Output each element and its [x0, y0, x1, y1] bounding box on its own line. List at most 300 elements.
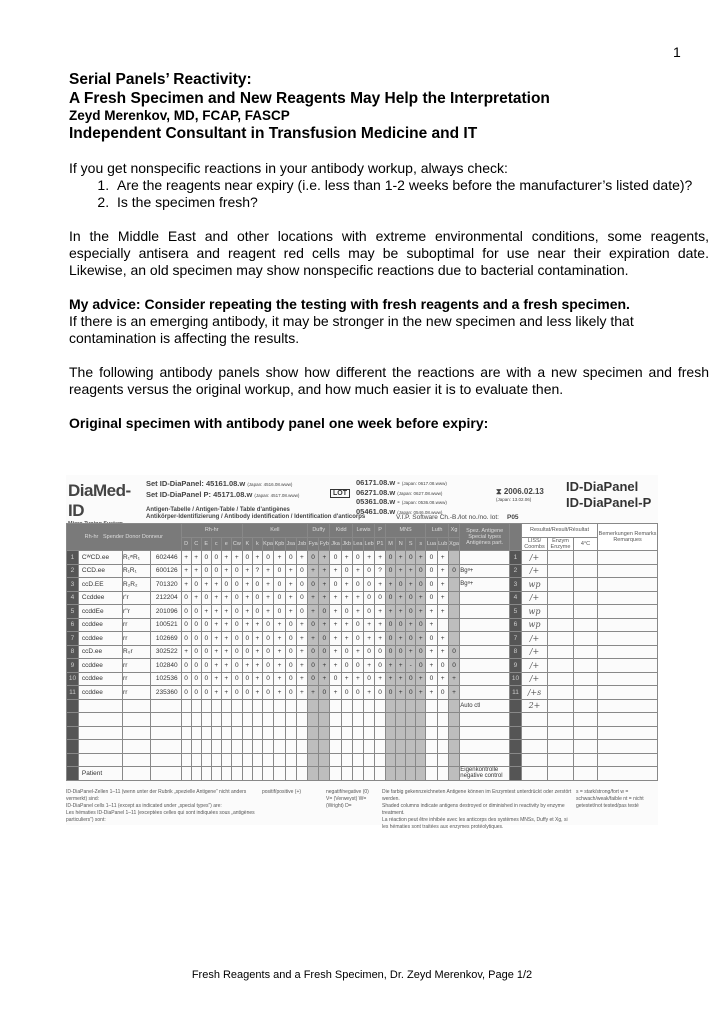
antigen-cell	[448, 591, 459, 605]
remarks-header: Bemerkungen Remarks Remarques	[598, 524, 658, 551]
antigen-cell	[448, 699, 459, 713]
antigen-cell	[252, 753, 262, 767]
group-header: Rh-hr	[181, 524, 242, 538]
antigen-header: Kpb	[274, 537, 285, 551]
antigen-cell	[426, 699, 437, 713]
antigen-cell: 0	[426, 591, 437, 605]
antigen-cell: 0	[242, 551, 252, 565]
rh-type: R₂R₂	[123, 578, 151, 592]
antigen-cell	[242, 740, 252, 754]
lot-number-jp: (Japan: 0617.08.www)	[401, 481, 447, 486]
table-row	[67, 632, 658, 646]
antigen-cell: 0	[181, 686, 191, 700]
product-diapanel: ID-DiaPanel	[566, 479, 639, 494]
antigen-cell	[406, 753, 416, 767]
antigen-header: C	[191, 537, 201, 551]
antigen-cell	[341, 699, 352, 713]
antigen-cell: 0	[262, 645, 273, 659]
phenotype: CCD.ee	[78, 564, 122, 578]
result-4c	[573, 726, 597, 740]
antigen-cell: +	[181, 564, 191, 578]
phenotype: ccddee	[78, 686, 122, 700]
antigen-header: s	[416, 537, 426, 551]
rh-type: r'r	[123, 591, 151, 605]
antigen-cell	[448, 767, 459, 781]
antigen-cell: +	[437, 605, 448, 619]
result-liss: /+	[521, 551, 547, 565]
row-number: 8	[510, 645, 522, 659]
antigen-cell: +	[307, 632, 318, 646]
antigen-cell: +	[211, 591, 221, 605]
antigen-cell	[375, 767, 386, 781]
result-4c	[573, 591, 597, 605]
antigen-cell: +	[221, 686, 231, 700]
rh-type	[123, 767, 151, 781]
antigen-cell: 0	[285, 645, 296, 659]
antigen-cell	[341, 713, 352, 727]
phenotype	[78, 753, 122, 767]
special-types-header: Spez. Antigene Special types Antigènes part.	[460, 524, 510, 551]
antigen-cell	[262, 767, 273, 781]
special-types	[460, 753, 510, 767]
antigen-cell: 0	[330, 672, 341, 686]
antigen-cell: 0	[231, 564, 242, 578]
antigen-cell	[341, 726, 352, 740]
result-enzyme	[548, 551, 574, 565]
antigen-header: Jka	[330, 537, 341, 551]
rh-donor-header	[67, 524, 182, 551]
donor-number	[151, 753, 182, 767]
antigen-header: Lub	[437, 537, 448, 551]
result-liss	[521, 767, 547, 781]
table-row	[67, 740, 658, 754]
antigen-cell: +	[406, 618, 416, 632]
donor-number: 201096	[151, 605, 182, 619]
antigen-cell	[416, 713, 426, 727]
antigen-cell: 0	[231, 672, 242, 686]
antigen-cell: +	[416, 551, 426, 565]
antigen-cell: 0	[201, 591, 211, 605]
antigen-cell: +	[416, 686, 426, 700]
antigen-cell: 0	[201, 672, 211, 686]
antigen-cell: +	[396, 672, 406, 686]
antigen-cell: 0	[262, 632, 273, 646]
antigen-cell	[201, 713, 211, 727]
antigen-cell: +	[274, 672, 285, 686]
legend-shaded-fr: La réaction peut être inhibée avec les anticorps des systèmes MNSs, Duffy et Xg, si les hématies sont traitées aux enzymes protéolytiques.	[382, 817, 568, 830]
antigen-cell: +	[285, 591, 296, 605]
antigen-table-caption: Antigen-Tabelle / Antigen-Table / Table d'antigènes	[146, 507, 290, 513]
expiry-jp: (Japan: 13.02.06)	[496, 497, 532, 502]
antigen-cell: 0	[406, 632, 416, 646]
antigen-cell: 0	[352, 659, 363, 673]
row-number	[67, 699, 79, 713]
antigen-cell: 0	[262, 686, 273, 700]
antigen-cell: 0	[406, 672, 416, 686]
antigen-cell: 0	[363, 591, 374, 605]
remarks	[598, 564, 658, 578]
antigen-header: Leb	[363, 537, 374, 551]
donor-number	[151, 699, 182, 713]
antigen-cell: +	[191, 551, 201, 565]
antigen-cell	[191, 753, 201, 767]
antigen-cell: 0	[201, 551, 211, 565]
antigen-cell	[416, 726, 426, 740]
antigen-cell: 0	[181, 618, 191, 632]
antigen-cell	[242, 726, 252, 740]
result-4c	[573, 618, 597, 632]
antigen-cell: +	[274, 645, 285, 659]
donor-number: 102536	[151, 672, 182, 686]
phenotype: Ccddee	[78, 591, 122, 605]
antigen-cell	[285, 699, 296, 713]
antigen-cell: +	[296, 551, 307, 565]
antigen-cell	[437, 753, 448, 767]
result-liss: /+	[521, 672, 547, 686]
antigen-cell: +	[274, 618, 285, 632]
result-liss	[521, 740, 547, 754]
antigen-cell: +	[242, 578, 252, 592]
antigen-cell: 0	[341, 686, 352, 700]
table-row	[67, 551, 658, 565]
row-number: 4	[510, 591, 522, 605]
antigen-cell	[242, 767, 252, 781]
phenotype: ccddee	[78, 659, 122, 673]
antigen-cell	[448, 713, 459, 727]
antigen-header: Lua	[426, 537, 437, 551]
antigen-cell: 0	[341, 645, 352, 659]
antigen-cell: +	[406, 564, 416, 578]
result-enzyme	[548, 618, 574, 632]
antigen-cell: +	[375, 551, 386, 565]
antigen-cell: +	[396, 605, 406, 619]
antigen-cell: 0	[416, 564, 426, 578]
row-number: 5	[510, 605, 522, 619]
antigen-cell: +	[341, 578, 352, 592]
rh-type: rr	[123, 632, 151, 646]
antigen-cell	[396, 713, 406, 727]
antigen-cell: +	[426, 659, 437, 673]
antigen-cell: +	[375, 632, 386, 646]
antigen-cell: +	[221, 618, 231, 632]
antigen-cell: +	[211, 686, 221, 700]
antigen-cell: +	[221, 591, 231, 605]
antigen-cell: 0	[363, 605, 374, 619]
table-caption	[146, 507, 365, 521]
antigen-cell: +	[375, 672, 386, 686]
row-number	[67, 753, 79, 767]
antigen-cell: 0	[274, 591, 285, 605]
antigen-cell	[385, 713, 395, 727]
group-header: Kell	[242, 524, 307, 538]
rh-type	[123, 699, 151, 713]
antigen-cell: 0	[352, 632, 363, 646]
result-enzyme	[548, 632, 574, 646]
antigen-cell	[221, 699, 231, 713]
result-enzyme	[548, 564, 574, 578]
table-row	[67, 767, 658, 781]
antigen-cell: 0	[296, 564, 307, 578]
row-number	[67, 726, 79, 740]
result-enzyme	[548, 672, 574, 686]
antigen-cell: 0	[406, 686, 416, 700]
antigen-cell: +	[201, 578, 211, 592]
antigen-cell	[437, 726, 448, 740]
antigen-cell: +	[437, 645, 448, 659]
antigen-cell: 0	[262, 551, 273, 565]
antigen-cell: +	[341, 632, 352, 646]
antigen-header: N	[396, 537, 406, 551]
antigen-cell: +	[211, 578, 221, 592]
antigen-cell: 0	[181, 659, 191, 673]
antigen-cell: +	[201, 605, 211, 619]
rh-type: rr	[123, 672, 151, 686]
antigen-cell: 0	[319, 605, 330, 619]
antigen-cell: 0	[296, 591, 307, 605]
antigen-cell: +	[352, 605, 363, 619]
antibody-id-caption: Antikörper-Identifizierung / Antibody identification / Identification d'anticorps	[146, 514, 366, 520]
antigen-cell	[448, 551, 459, 565]
phenotype: ccddEe	[78, 605, 122, 619]
page-number: 1	[673, 44, 681, 60]
antigen-cell: 0	[307, 551, 318, 565]
antigen-cell	[191, 726, 201, 740]
antigen-cell	[211, 767, 221, 781]
antigen-cell: +	[211, 672, 221, 686]
antigen-cell: +	[406, 578, 416, 592]
antigen-cell: 0	[307, 645, 318, 659]
set-diapanel-p-jp: (Japan: 4517.08.www)	[254, 493, 300, 498]
vip-label: V.I.P. Software Ch.-B./lot no./no. lot:	[396, 514, 499, 521]
antigen-cell: 0	[296, 578, 307, 592]
table-row	[67, 591, 658, 605]
antigen-cell: +	[375, 618, 386, 632]
antigen-cell	[252, 699, 262, 713]
remarks	[598, 699, 658, 713]
antigen-cell: +	[221, 605, 231, 619]
antigen-cell: 0	[385, 618, 395, 632]
antigen-cell	[262, 753, 273, 767]
antigen-cell	[262, 713, 273, 727]
donor-number: 102669	[151, 632, 182, 646]
antigen-cell: +	[296, 645, 307, 659]
antigen-cell: 0	[201, 645, 211, 659]
phenotype: ccddee	[78, 632, 122, 646]
antigen-cell: 0	[231, 632, 242, 646]
section-heading: Original specimen with antibody panel one week before expiry:	[69, 415, 489, 431]
antigen-cell: +	[307, 564, 318, 578]
antigen-cell: +	[221, 645, 231, 659]
title-line-2: A Fresh Specimen and New Reagents May Help the Interpretation	[69, 90, 550, 107]
antigen-header: e	[221, 537, 231, 551]
antigen-cell: 0	[231, 591, 242, 605]
antigen-cell: +	[406, 645, 416, 659]
antigen-cell: +	[341, 591, 352, 605]
antigen-cell: +	[252, 672, 262, 686]
remarks	[598, 713, 658, 727]
table-row	[67, 564, 658, 578]
antigen-cell: +	[211, 632, 221, 646]
antigen-cell: 0	[231, 686, 242, 700]
antigen-cell: 0	[352, 618, 363, 632]
antigen-cell: +	[330, 632, 341, 646]
special-types	[460, 726, 510, 740]
antigen-cell: 0	[307, 672, 318, 686]
table-row	[67, 605, 658, 619]
antigen-cell	[416, 753, 426, 767]
set-info	[146, 479, 299, 501]
antigen-cell: +	[437, 564, 448, 578]
antigen-cell: 0	[352, 578, 363, 592]
rh-type: rr	[123, 618, 151, 632]
antigen-cell	[296, 726, 307, 740]
antigen-cell	[319, 753, 330, 767]
result-liss: /+s	[521, 686, 547, 700]
antigen-cell: +	[437, 591, 448, 605]
phenotype: CᵂCD.ee	[78, 551, 122, 565]
antigen-cell	[307, 713, 318, 727]
row-number: 9	[510, 659, 522, 673]
antigen-cell	[285, 767, 296, 781]
legend-cells-fr: Les hématies ID-DiaPanel 1–11 (exceptées celles qui sont indiquées sous „antigènes particuliers“) sont:	[66, 810, 255, 823]
antigen-cell: +	[385, 605, 395, 619]
table-row	[67, 578, 658, 592]
antigen-cell	[181, 740, 191, 754]
antigen-cell: 0	[191, 659, 201, 673]
antigen-cell: +	[396, 551, 406, 565]
remarks	[598, 551, 658, 565]
table-row	[67, 645, 658, 659]
antigen-cell: +	[221, 632, 231, 646]
antigen-cell	[385, 699, 395, 713]
result-4c	[573, 686, 597, 700]
antigen-cell: 0	[242, 632, 252, 646]
antigen-cell: 0	[201, 632, 211, 646]
antigen-cell	[406, 767, 416, 781]
antigen-cell	[181, 726, 191, 740]
row-number	[67, 713, 79, 727]
antigen-cell: +	[396, 686, 406, 700]
rh-type: R₁ʷR₁	[123, 551, 151, 565]
row-number: 2	[510, 564, 522, 578]
legend-cells-en: ID-DiaPanel cells 1–11 (except as indicated under „special types“) are:	[66, 803, 222, 809]
antigen-cell: +	[307, 591, 318, 605]
antigen-cell	[363, 726, 374, 740]
result-4c	[573, 659, 597, 673]
antigen-cell: 0	[352, 686, 363, 700]
antigen-cell: 0	[375, 686, 386, 700]
result-liss	[521, 753, 547, 767]
antigen-cell	[191, 713, 201, 727]
antigen-cell	[307, 726, 318, 740]
product-diapanel-p: ID-DiaPanel-P	[566, 495, 652, 510]
antigen-cell: 0	[262, 618, 273, 632]
antigen-cell: 0	[385, 551, 395, 565]
set-diapanel-jp: (Japan: 4516.08.www)	[247, 482, 293, 487]
row-number: 4	[67, 591, 79, 605]
remarks	[598, 578, 658, 592]
rhhr-header: Rh-hr	[84, 534, 99, 540]
antigen-cell	[274, 753, 285, 767]
antigen-cell: +	[396, 564, 406, 578]
antigen-cell: +	[262, 591, 273, 605]
antigen-cell	[330, 767, 341, 781]
group-header: P	[375, 524, 386, 538]
antigen-cell: 0	[285, 659, 296, 673]
intro-text: If you get nonspecific reactions in your antibody workup, always check:	[69, 160, 508, 176]
antigen-cell	[406, 713, 416, 727]
antigen-cell	[396, 740, 406, 754]
antigen-cell: 0	[242, 672, 252, 686]
antigen-cell	[211, 699, 221, 713]
antigen-cell	[341, 740, 352, 754]
antigen-cell	[363, 699, 374, 713]
antigen-cell	[448, 605, 459, 619]
antigen-cell	[307, 767, 318, 781]
table-row	[67, 713, 658, 727]
antigen-cell: -	[406, 659, 416, 673]
antigen-cell: +	[363, 659, 374, 673]
antigen-cell: +	[363, 632, 374, 646]
antigen-cell: +	[307, 686, 318, 700]
antigen-cell	[396, 726, 406, 740]
antigen-cell: +	[352, 564, 363, 578]
antigen-cell	[211, 713, 221, 727]
antigen-cell	[296, 740, 307, 754]
antigen-cell	[406, 726, 416, 740]
antigen-cell: +	[330, 591, 341, 605]
antigen-cell: 0	[181, 591, 191, 605]
result-4c	[573, 767, 597, 781]
result-liss: /+	[521, 645, 547, 659]
table-row	[67, 618, 658, 632]
antigen-cell	[352, 740, 363, 754]
antigen-cell	[426, 713, 437, 727]
rh-type: r''r	[123, 605, 151, 619]
antigen-cell: 0	[385, 645, 395, 659]
antigen-cell: 0	[363, 645, 374, 659]
lot-number: 06171.08.w -	[356, 478, 400, 487]
antigen-cell	[437, 713, 448, 727]
antigen-cell: +	[319, 551, 330, 565]
checklist	[69, 177, 709, 211]
antigen-cell: 0	[385, 686, 395, 700]
legend-shaded	[382, 789, 572, 831]
antigen-cell: +	[181, 645, 191, 659]
antigen-cell	[426, 753, 437, 767]
antigen-cell	[416, 767, 426, 781]
antigen-cell	[319, 699, 330, 713]
antigen-cell	[448, 740, 459, 754]
antigen-cell: +	[252, 618, 262, 632]
result-enzyme	[548, 753, 574, 767]
antigen-cell: +	[296, 672, 307, 686]
antigen-cell: 0	[285, 632, 296, 646]
antigen-cell	[319, 713, 330, 727]
antigen-cell: +	[242, 605, 252, 619]
antigen-cell: +	[211, 605, 221, 619]
antigen-cell: +	[330, 564, 341, 578]
antigen-cell	[437, 618, 448, 632]
antigen-cell	[274, 726, 285, 740]
antigen-cell	[319, 726, 330, 740]
antigen-cell: +	[296, 686, 307, 700]
antigen-header: Jsb	[296, 537, 307, 551]
row-number: 10	[67, 672, 79, 686]
result-enzyme	[548, 726, 574, 740]
rh-type	[123, 740, 151, 754]
antigen-cell	[448, 618, 459, 632]
